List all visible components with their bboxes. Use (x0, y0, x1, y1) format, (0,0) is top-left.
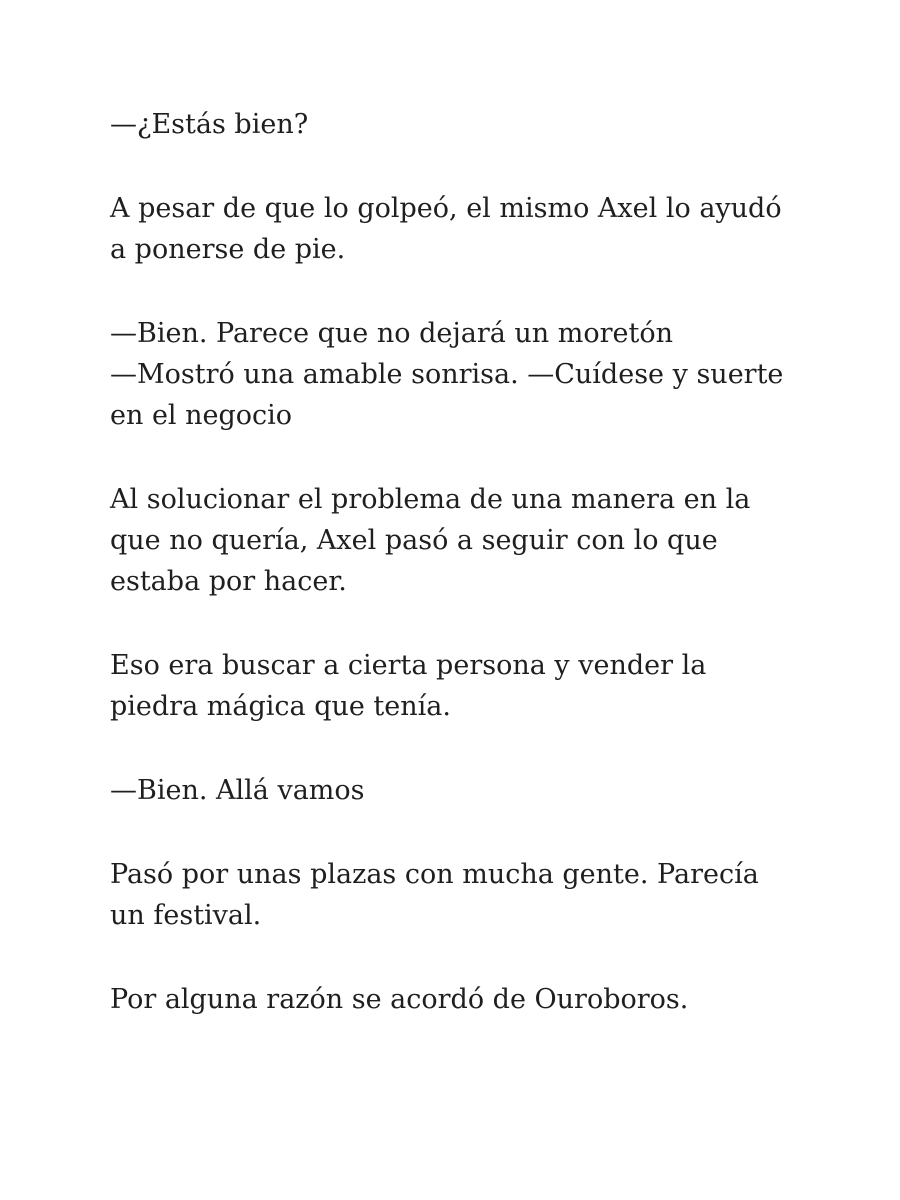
paragraph (110, 188, 810, 270)
text-line: un festival. (110, 900, 262, 931)
text-line: —Bien. Allá vamos (110, 775, 365, 806)
paragraph (110, 770, 810, 811)
paragraph (110, 979, 810, 1020)
text-line: Al solucionar el problema de una manera en la (110, 484, 751, 515)
paragraph (110, 645, 810, 727)
text-line: piedra mágica que tenía. (110, 691, 451, 722)
text-line: Por alguna razón se acordó de Ouroboros. (110, 984, 689, 1015)
text-line: en el negocio (110, 400, 293, 431)
text-line: estaba por hacer. (110, 566, 347, 597)
text-line: a ponerse de pie. (110, 234, 346, 265)
text-line: Pasó por unas plazas con mucha gente. Parecía (110, 859, 759, 890)
paragraph (110, 854, 810, 936)
paragraph (110, 313, 810, 436)
paragraph (110, 104, 810, 145)
body-text (110, 104, 810, 1063)
text-line: —¿Estás bien? (110, 109, 309, 140)
paragraph (110, 479, 810, 602)
text-line: Eso era buscar a cierta persona y vender la (110, 650, 707, 681)
text-line: que no quería, Axel pasó a seguir con lo que (110, 525, 718, 556)
text-line: —Mostró una amable sonrisa. —Cuídese y suerte (110, 359, 784, 390)
text-line: —Bien. Parece que no dejará un moretón (110, 318, 674, 349)
text-line: A pesar de que lo golpeó, el mismo Axel lo ayudó (110, 193, 782, 224)
